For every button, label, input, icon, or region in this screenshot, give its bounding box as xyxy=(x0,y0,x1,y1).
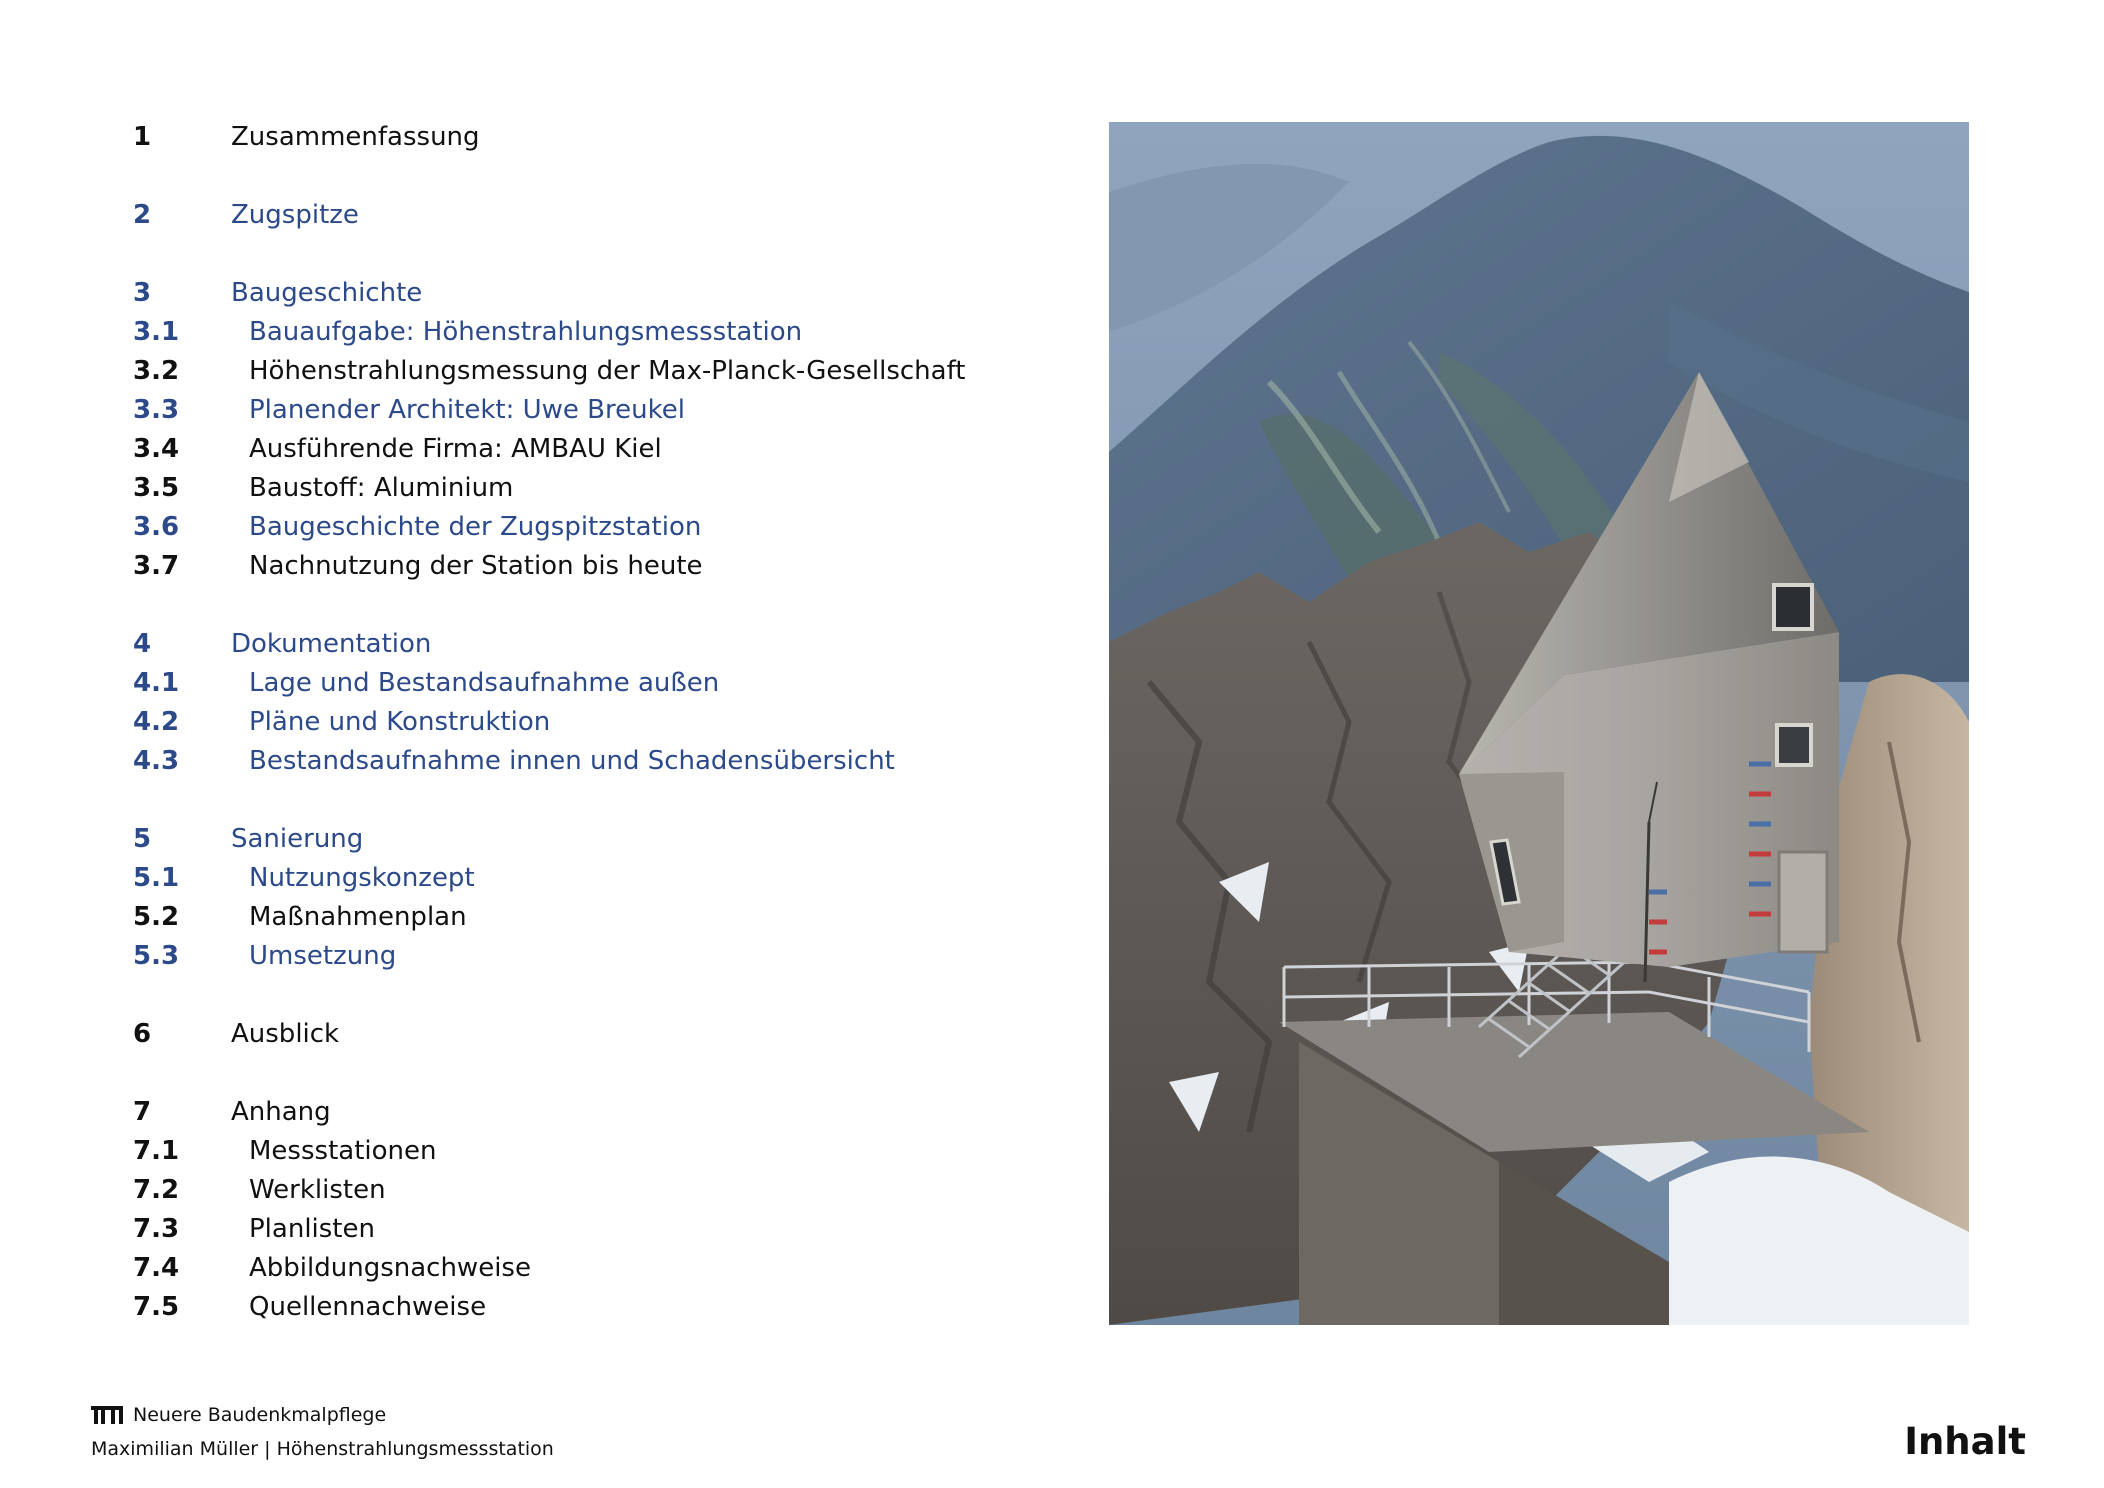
toc-entry[interactable] xyxy=(133,313,1073,352)
toc-entry-number: 3.5 xyxy=(133,473,180,503)
toc-entry[interactable] xyxy=(133,859,1073,898)
toc-entry-number: 1 xyxy=(133,122,152,152)
toc-entry[interactable] xyxy=(133,625,1073,664)
toc-entry-title: Anhang xyxy=(231,1097,331,1127)
toc-entry-number: 3.7 xyxy=(133,551,180,581)
toc-entry-number: 7 xyxy=(133,1097,152,1127)
toc-entry[interactable] xyxy=(133,508,1073,547)
toc-entry[interactable] xyxy=(133,664,1073,703)
toc-entry-title[interactable]: Nutzungskonzept xyxy=(249,863,475,893)
toc-entry-title: Ausblick xyxy=(231,1019,340,1049)
toc-entry-title[interactable]: Lage und Bestandsaufnahme außen xyxy=(249,668,720,698)
toc-entry-number: 3.2 xyxy=(133,356,180,386)
footer-department-line xyxy=(91,1398,554,1432)
toc-entry xyxy=(133,1132,1073,1171)
toc-entry-number: 3.3 xyxy=(133,395,180,425)
footer-author: Maximilian Müller | Höhenstrahlungsmessstation xyxy=(91,1438,554,1460)
toc-entry-title[interactable]: Baugeschichte xyxy=(231,278,423,308)
toc-entry[interactable] xyxy=(133,196,1073,235)
toc-entry-title: Messstationen xyxy=(249,1136,437,1166)
toc-entry-number: 2 xyxy=(133,200,152,230)
toc-entry-number: 3.1 xyxy=(133,317,180,347)
toc-entry-title: Werklisten xyxy=(249,1175,386,1205)
toc-entry-number: 7.5 xyxy=(133,1292,180,1322)
toc-entry-title[interactable]: Bestandsaufnahme innen und Schadensübersicht xyxy=(249,746,895,776)
table-of-contents xyxy=(133,118,1073,1327)
toc-entry-title[interactable]: Pläne und Konstruktion xyxy=(249,707,551,737)
toc-entry-number: 5 xyxy=(133,824,152,854)
toc-entry-number: 4 xyxy=(133,629,152,659)
footer xyxy=(91,1398,554,1466)
toc-entry[interactable] xyxy=(133,703,1073,742)
page-title: Inhalt xyxy=(1904,1420,2026,1463)
footer-author-line xyxy=(91,1432,554,1466)
station-photo xyxy=(1109,122,1969,1325)
footer-department: Neuere Baudenkmalpflege xyxy=(133,1404,387,1426)
toc-entry-number: 7.2 xyxy=(133,1175,180,1205)
toc-entry-title: Quellennachweise xyxy=(249,1292,487,1322)
toc-entry-title: Planlisten xyxy=(249,1214,375,1244)
toc-entry xyxy=(133,118,1073,157)
toc-entry xyxy=(133,352,1073,391)
toc-entry[interactable] xyxy=(133,742,1073,781)
toc-entry[interactable] xyxy=(133,391,1073,430)
toc-entry-number: 7.3 xyxy=(133,1214,180,1244)
toc-entry-title[interactable]: Zugspitze xyxy=(231,200,359,230)
toc-entry-number: 3.6 xyxy=(133,512,180,542)
toc-entry-title[interactable]: Sanierung xyxy=(231,824,364,854)
toc-entry xyxy=(133,469,1073,508)
toc-entry xyxy=(133,1015,1073,1054)
toc-entry xyxy=(133,547,1073,586)
station-photo-illustration xyxy=(1109,122,1969,1325)
toc-entry-number: 5.1 xyxy=(133,863,180,893)
toc-entry xyxy=(133,1093,1073,1132)
toc-entry-number: 6 xyxy=(133,1019,152,1049)
toc-entry-number: 3 xyxy=(133,278,152,308)
toc-entry-title: Ausführende Firma: AMBAU Kiel xyxy=(249,434,662,464)
toc-entry-title: Zusammenfassung xyxy=(231,122,480,152)
toc-entry-number: 4.3 xyxy=(133,746,180,776)
toc-entry xyxy=(133,1210,1073,1249)
toc-entry-title[interactable]: Baugeschichte der Zugspitzstation xyxy=(249,512,702,542)
toc-entry xyxy=(133,1249,1073,1288)
toc-entry-title[interactable]: Bauaufgabe: Höhenstrahlungsmessstation xyxy=(249,317,803,347)
toc-entry-title: Baustoff: Aluminium xyxy=(249,473,514,503)
toc-entry-title: Abbildungsnachweise xyxy=(249,1253,531,1283)
toc-entry-number: 4.1 xyxy=(133,668,180,698)
tum-logo-icon xyxy=(91,1406,123,1424)
toc-entry xyxy=(133,898,1073,937)
toc-entry-number: 4.2 xyxy=(133,707,180,737)
toc-entry-title: Nachnutzung der Station bis heute xyxy=(249,551,703,581)
toc-entry xyxy=(133,430,1073,469)
toc-entry-number: 7.1 xyxy=(133,1136,180,1166)
toc-entry-title: Höhenstrahlungsmessung der Max-Planck-Gesellschaft xyxy=(249,356,966,386)
toc-entry[interactable] xyxy=(133,937,1073,976)
toc-entry-title: Maßnahmenplan xyxy=(249,902,467,932)
toc-entry-title[interactable]: Umsetzung xyxy=(249,941,397,971)
toc-entry-title[interactable]: Dokumentation xyxy=(231,629,432,659)
toc-entry-number: 5.3 xyxy=(133,941,180,971)
toc-entry xyxy=(133,1288,1073,1327)
toc-entry[interactable] xyxy=(133,274,1073,313)
toc-entry-title[interactable]: Planender Architekt: Uwe Breukel xyxy=(249,395,685,425)
toc-entry-number: 7.4 xyxy=(133,1253,180,1283)
toc-entry-number: 3.4 xyxy=(133,434,180,464)
toc-entry-number: 5.2 xyxy=(133,902,180,932)
toc-entry[interactable] xyxy=(133,820,1073,859)
toc-entry xyxy=(133,1171,1073,1210)
